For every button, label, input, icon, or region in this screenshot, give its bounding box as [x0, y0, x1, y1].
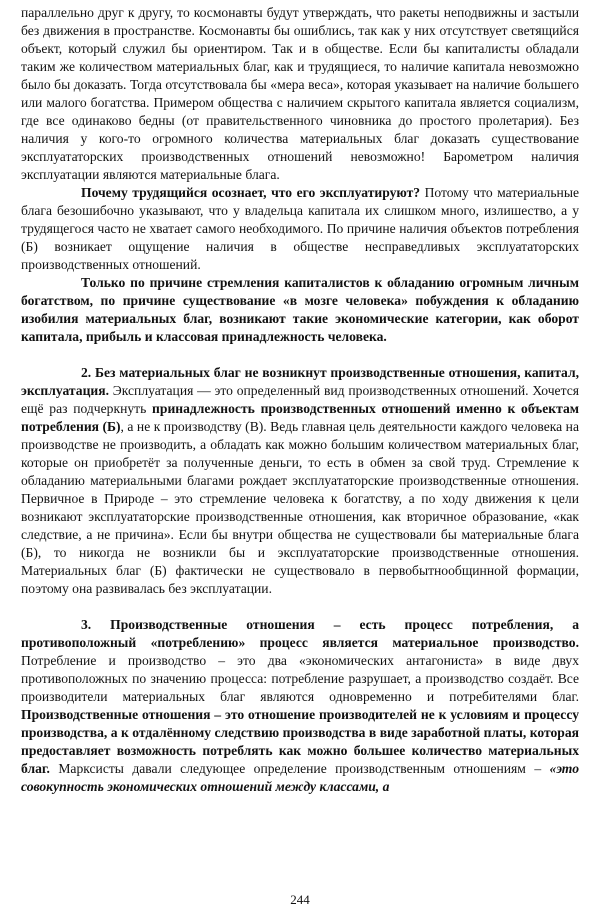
text-body [21, 4, 579, 796]
bold-text: Почему трудящийся осознает, что его эксплуатируют? [81, 185, 421, 200]
paragraph-1 [21, 4, 579, 184]
body-text: Эксплуатация — это определенный вид производственных отношений. Хочется ещё раз подчеркнуть [21, 383, 579, 416]
body-text: Марксисты давали следующее определение производственным отношениям – [49, 761, 550, 776]
bold-text: Только по причине стремления капиталистов к обладанию огромным личным богатством, по причине существование «в мозге человека» побуждения к обладанию изобилия материальных благ, возникают такие экономические категории, как оборот капитала, прибыль и классовая принадлежность человека. [21, 275, 579, 344]
body-text: Потребление и производство – это два «экономических антагониста» в виде двух противоположных по значению процесса: потребление разрушает, а производство создаёт. Все производители материальных благ являются одновременно и потребителями благ. [21, 653, 579, 704]
paragraph-3 [21, 274, 579, 346]
bold-text: принадлежность производственных отношений именно к объектам потребления (Б) [21, 401, 579, 434]
body-text: , а не к производству (В). Ведь главная цель деятельности каждого человека на производстве не производить, а обладать как можно большим количеством материальных благ, которые он приобретёт за полученные деньги, то есть в обмен за свой труд. Стремление к обладанию материальными благами рождает эксплуататорские производственные отношения. Первичное в Природе – это стремление человека к богатству, а по ходу движения к цели возникают эксплуататорские производственные отношения, как вторичное образование, «как следствие, а не причина». Если бы внутри общества не существовали бы материальные блага (Б), то никогда не возникли бы и эксплуататорские производственные отношения. Материальных благ (Б) фактически не существовало в первобытнообщинной формации, поэтому она развивалась без эксплуатации. [21, 419, 579, 596]
bold-text: 2. Без материальных благ не возникнут производственные отношения, капитал, эксплуатация. [21, 365, 579, 398]
body-text: параллельно друг к другу, то космонавты будут утверждать, что ракеты неподвижны и застыли без движения в пространстве. Космонавты бы ошиблись, так как у них отсутствует светящийся объект, который служил бы ориентиром. Так и в обществе. Если бы капиталисты обладали таким же количеством материальных благ, как и трудящиеся, то наличие капитала невозможно было бы доказать. Тогда отсутствовала бы «мера веса», которая указывает на наличие большего или малого богатства. Примером общества с наличием скрытого капитала является социализм, где все одинаково бедны (от правительственного чиновника до простого пролетария). Без наличия у кого-то огромного количества материальных благ доказать существование эксплуататорских производственных отношений невозможно! Барометром наличия эксплуатации являются материальные блага. [21, 5, 579, 182]
bold-text: 3. Производственные отношения – есть процесс потребления, а противоположный «потреблению» процесс является материальное производство. [21, 617, 579, 650]
page-number: 244 [290, 892, 310, 907]
paragraph-gap [21, 598, 579, 616]
bold-text: Производственные отношения – это отношение производителей не к условиям и процессу производства, а к отдалённому следствию производства в виде заработной платы, которая предоставляет возможность потреблять как можно большее количество материальных благ. [21, 707, 579, 776]
paragraph-5 [21, 616, 579, 796]
paragraph-4 [21, 364, 579, 598]
body-text: Потому что материальные блага безошибочно указывают, что у владельца капитала их слишком много, излишество, а у трудящегося часто не хватает самого необходимого. По причине наличия объектов потребления (Б) возникает ощущение наличия в обществе несправедливых эксплуататорских производственных отношений. [21, 185, 579, 272]
bold-italic-text: «это совокупность экономических отношений между классами, а [21, 761, 579, 794]
paragraph-2 [21, 184, 579, 274]
paragraph-gap [21, 346, 579, 364]
